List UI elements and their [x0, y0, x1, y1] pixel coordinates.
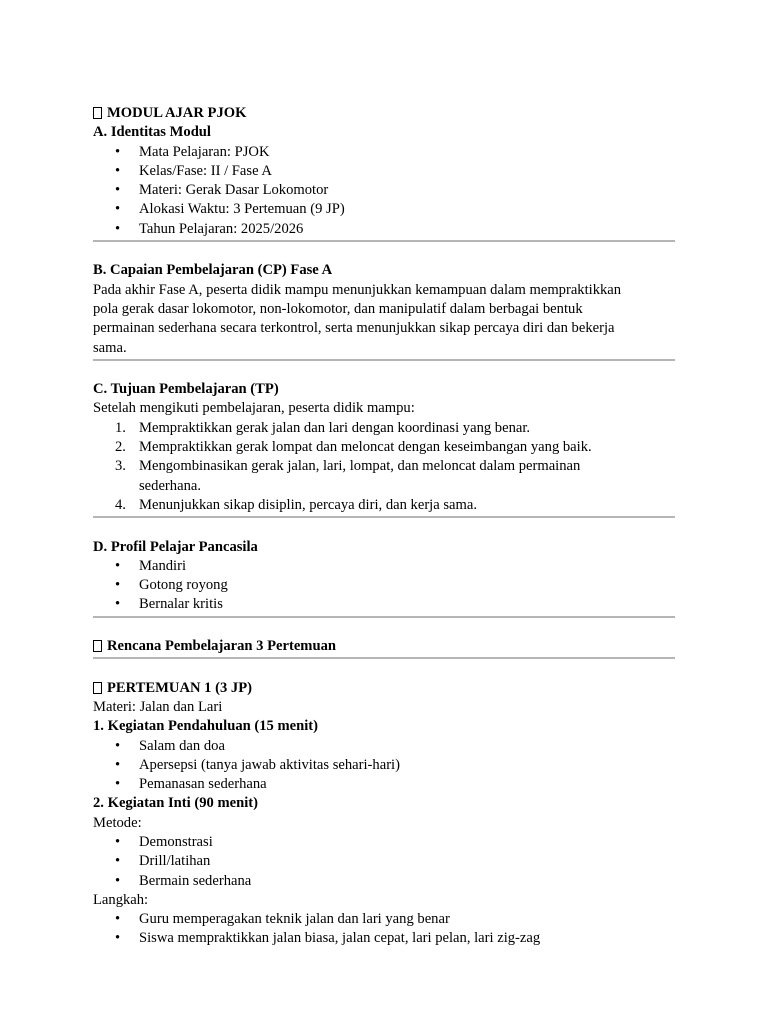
missing-glyph-icon	[93, 682, 102, 694]
list-item: • Siswa mempraktikkan jalan biasa, jalan cepat, lari pelan, lari zig-zag	[93, 929, 675, 948]
section-d-heading: D. Profil Pelajar Pancasila	[93, 538, 258, 555]
paragraph-line: permainan sederhana secara terkontrol, serta menunjukkan sikap percaya diri dan bekerja	[93, 320, 615, 337]
list-item	[93, 419, 675, 438]
list-item: • Mandiri	[93, 557, 675, 576]
rencana-heading: Rencana Pembelajaran 3 Pertemuan	[93, 637, 675, 656]
profil-list	[93, 557, 675, 615]
list-text: Mempraktikkan gerak jalan dan lari dengan koordinasi yang benar.	[139, 419, 531, 436]
list-number: 2.	[115, 439, 126, 456]
list-number: 4.	[115, 496, 126, 513]
tujuan-intro: Setelah mengikuti pembelajaran, peserta didik mampu:	[93, 400, 415, 417]
list-text: Mengombinasikan gerak jalan, lari, lompat, dan meloncat dalam permainan	[139, 458, 581, 475]
metode-label: Metode:	[93, 814, 142, 831]
materi-text: Materi: Jalan dan Lari	[93, 698, 223, 715]
section-a-heading: A. Identitas Modul	[93, 124, 211, 141]
list-item: • Guru memperagakan teknik jalan dan lari yang benar	[93, 910, 675, 929]
paragraph-line: Pada akhir Fase A, peserta didik mampu menunjukkan kemampuan dalam mempraktikkan	[93, 281, 622, 298]
metode-list	[93, 833, 675, 891]
paragraph-line: pola gerak dasar lokomotor, non-lokomotor, dan manipulatif dalam berbagai bentuk	[93, 300, 583, 317]
list-item: • Demonstrasi	[93, 833, 675, 852]
list-item: • Salam dan doa	[93, 737, 675, 756]
list-item	[93, 457, 675, 496]
module-title: MODUL AJAR PJOK	[93, 104, 675, 123]
list-item: • Pemanasan sederhana	[93, 775, 675, 794]
paragraph-line: sama.	[93, 339, 127, 356]
list-item	[93, 438, 675, 457]
list-item: • Drill/latihan	[93, 852, 675, 871]
section-b-heading: B. Capaian Pembelajaran (CP) Fase A	[93, 262, 333, 279]
langkah-label: Langkah:	[93, 891, 149, 908]
document-page	[93, 104, 675, 949]
list-text: sederhana.	[139, 477, 201, 494]
list-number: 3.	[115, 458, 126, 475]
identitas-list	[93, 143, 675, 239]
missing-glyph-icon	[93, 640, 102, 652]
langkah-list	[93, 910, 675, 949]
list-item	[93, 496, 675, 515]
pendahuluan-list	[93, 737, 675, 795]
missing-glyph-icon	[93, 107, 102, 119]
list-item: • Apersepsi (tanya jawab aktivitas sehari-hari)	[93, 756, 675, 775]
pendahuluan-heading: 1. Kegiatan Pendahuluan (15 menit)	[93, 718, 319, 735]
pertemuan-1-heading: PERTEMUAN 1 (3 JP)	[93, 679, 675, 698]
list-number: 1.	[115, 419, 126, 436]
section-c-heading: C. Tujuan Pembelajaran (TP)	[93, 381, 279, 398]
list-text: Mempraktikkan gerak lompat dan meloncat dengan keseimbangan yang baik.	[139, 439, 592, 456]
list-item: • Mata Pelajaran: PJOK	[93, 143, 675, 162]
list-item: • Kelas/Fase: II / Fase A	[93, 162, 675, 181]
list-item: • Alokasi Waktu: 3 Pertemuan (9 JP)	[93, 200, 675, 219]
inti-heading: 2. Kegiatan Inti (90 menit)	[93, 795, 258, 812]
list-item: • Tahun Pelajaran: 2025/2026	[93, 220, 675, 239]
list-item: • Bernalar kritis	[93, 595, 675, 614]
tujuan-list	[93, 419, 675, 515]
list-item: • Materi: Gerak Dasar Lokomotor	[93, 181, 675, 200]
list-text: Menunjukkan sikap disiplin, percaya diri, dan kerja sama.	[139, 496, 477, 513]
list-item: • Bermain sederhana	[93, 872, 675, 891]
list-item: • Gotong royong	[93, 576, 675, 595]
